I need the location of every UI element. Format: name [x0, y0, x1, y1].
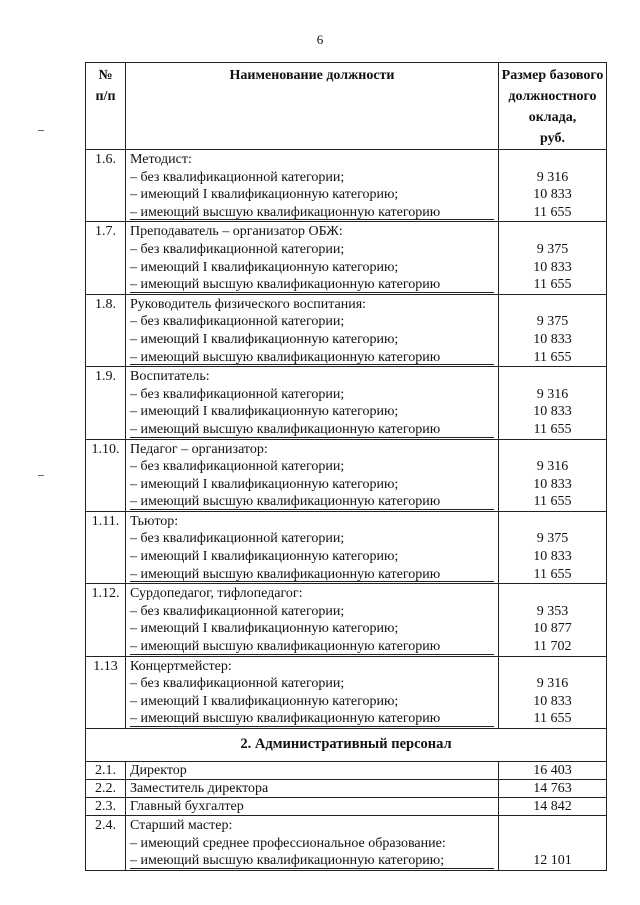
salary-amounts — [499, 584, 607, 656]
salary-value: 10 833 — [533, 331, 572, 347]
category-label: – имеющий среднее профессиональное образование: — [130, 835, 446, 851]
salary-value: 11 655 — [533, 421, 572, 437]
table-row — [86, 294, 607, 366]
spacer-line — [499, 441, 606, 459]
category-label: – имеющий высшую квалификационную категорию — [130, 493, 498, 511]
table-row — [86, 762, 607, 780]
category-label: – без квалификационной категории; — [130, 603, 345, 619]
salary-amounts — [499, 656, 607, 728]
category-label: – без квалификационной категории; — [130, 314, 345, 330]
row-number: 1.10. — [86, 439, 126, 511]
category-label: – без квалификационной категории; — [130, 531, 345, 547]
salary-value: 9 316 — [536, 386, 569, 402]
category-label: – имеющий I квалификационную категорию; — [130, 187, 399, 203]
table-row — [86, 584, 607, 656]
salary-value: 9 375 — [536, 314, 569, 330]
salary-amounts — [499, 439, 607, 511]
page-number: 6 — [316, 32, 324, 47]
salary-value: 10 833 — [533, 404, 572, 420]
salary-value: 9 316 — [536, 676, 569, 692]
salary-value: 11 655 — [533, 204, 572, 220]
salary-value: 11 655 — [533, 711, 572, 727]
category-label: – имеющий высшую квалификационную категорию — [130, 276, 498, 294]
position-title: Сурдопедагог, тифлопедагог: — [130, 586, 303, 602]
category-label: – имеющий высшую квалификационную категорию; — [130, 852, 498, 870]
table-header-row — [86, 63, 607, 150]
position-name — [126, 511, 499, 583]
position-name — [126, 439, 499, 511]
row-number: 1.6. — [86, 150, 126, 222]
position-title: Старший мастер: — [130, 818, 233, 833]
position-name: Главный бухгалтер — [126, 798, 499, 816]
row-number: 1.7. — [86, 222, 126, 294]
position-title: Тьютор: — [130, 513, 179, 529]
salary-value: 9 353 — [536, 603, 569, 619]
salary-value: 14 763 — [499, 780, 607, 798]
table-body — [86, 150, 607, 871]
row-number: 1.12. — [86, 584, 126, 656]
category-label: – без квалификационной категории; — [130, 676, 345, 692]
table-row — [86, 798, 607, 816]
position-name — [126, 584, 499, 656]
table-row — [86, 656, 607, 728]
header-position-name: Наименование должности — [126, 63, 499, 150]
section-header-row — [86, 729, 607, 762]
salary-amounts — [499, 367, 607, 439]
spacer-line — [499, 658, 606, 676]
salary-value: 12 101 — [533, 853, 572, 869]
spacer-line — [499, 585, 606, 603]
salary-value — [499, 835, 606, 853]
category-label: – имеющий I квалификационную категорию; — [130, 549, 399, 565]
category-label: – имеющий высшую квалификационную категорию — [130, 204, 498, 222]
salary-amounts — [499, 816, 607, 871]
position-title: Методист: — [130, 152, 192, 167]
salary-value: 11 702 — [533, 639, 572, 655]
salary-value: 9 316 — [536, 459, 569, 475]
spacer-line — [499, 223, 606, 241]
position-name — [126, 222, 499, 294]
header-base-salary: Размер базового должностного оклада, руб. — [499, 63, 607, 150]
table-row — [86, 780, 607, 798]
row-number: 2.3. — [86, 798, 126, 816]
spacer-line — [499, 513, 606, 531]
table-row — [86, 222, 607, 294]
table-row — [86, 367, 607, 439]
salary-value: 10 833 — [533, 259, 572, 275]
salary-value: 9 316 — [536, 169, 569, 185]
position-title: Преподаватель – организатор ОБЖ: — [130, 224, 343, 240]
salary-value: 10 877 — [533, 621, 572, 637]
salary-amounts — [499, 150, 607, 222]
salary-value: 10 833 — [533, 476, 572, 492]
salary-table — [85, 62, 607, 871]
position-title: Воспитатель: — [130, 369, 210, 385]
salary-value: 10 833 — [533, 693, 572, 709]
spacer-line — [499, 368, 606, 386]
category-label: – без квалификационной категории; — [130, 241, 345, 257]
position-name — [126, 367, 499, 439]
category-label: – имеющий I квалификационную категорию; — [130, 621, 399, 637]
salary-value: 11 655 — [533, 349, 572, 365]
row-number: 1.13 — [86, 656, 126, 728]
category-label: – без квалификационной категории; — [130, 169, 345, 185]
salary-value: 11 655 — [533, 566, 572, 582]
salary-value: 14 842 — [499, 798, 607, 816]
salary-amounts — [499, 511, 607, 583]
salary-value: 10 833 — [533, 187, 572, 203]
salary-value: 9 375 — [536, 531, 569, 547]
header-number: № п/п — [86, 63, 126, 150]
salary-amounts — [499, 222, 607, 294]
salary-amounts — [499, 294, 607, 366]
margin-mark — [38, 475, 44, 476]
category-label: – имеющий высшую квалификационную категорию — [130, 638, 498, 656]
category-label: – имеющий I квалификационную категорию; — [130, 476, 399, 492]
row-number: 2.1. — [86, 762, 126, 780]
salary-value: 11 655 — [533, 277, 572, 293]
category-label: – имеющий I квалификационную категорию; — [130, 331, 399, 347]
salary-value: 11 655 — [533, 494, 572, 510]
position-name: Заместитель директора — [126, 780, 499, 798]
spacer-line — [499, 151, 606, 169]
position-name — [126, 816, 499, 871]
salary-value: 10 833 — [533, 549, 572, 565]
row-number: 2.2. — [86, 780, 126, 798]
position-title: Руководитель физического воспитания: — [130, 296, 367, 312]
category-label: – имеющий высшую квалификационную категорию — [130, 566, 498, 584]
section-title: 2. Административный персонал — [86, 729, 607, 762]
row-number: 1.11. — [86, 511, 126, 583]
spacer-line — [499, 296, 606, 314]
table-row — [86, 816, 607, 871]
position-name — [126, 150, 499, 222]
category-label: – имеющий I квалификационную категорию; — [130, 693, 399, 709]
category-label: – без квалификационной категории; — [130, 459, 345, 475]
salary-value: 9 375 — [536, 241, 569, 257]
category-label: – имеющий I квалификационную категорию; — [130, 404, 399, 420]
row-number: 2.4. — [86, 816, 126, 871]
position-title: Педагог – организатор: — [130, 441, 268, 457]
spacer-line — [499, 817, 606, 835]
position-name: Директор — [126, 762, 499, 780]
position-title: Концертмейстер: — [130, 658, 232, 674]
row-number: 1.9. — [86, 367, 126, 439]
category-label: – имеющий высшую квалификационную категорию — [130, 421, 498, 439]
category-label: – имеющий высшую квалификационную категорию — [130, 710, 498, 728]
category-label: – имеющий высшую квалификационную категорию — [130, 349, 498, 367]
table-row — [86, 439, 607, 511]
category-label: – имеющий I квалификационную категорию; — [130, 259, 399, 275]
table-row — [86, 511, 607, 583]
position-name — [126, 656, 499, 728]
position-name — [126, 294, 499, 366]
table-row — [86, 150, 607, 222]
row-number: 1.8. — [86, 294, 126, 366]
salary-value: 16 403 — [499, 762, 607, 780]
category-label: – без квалификационной категории; — [130, 386, 345, 402]
margin-mark — [38, 130, 44, 131]
